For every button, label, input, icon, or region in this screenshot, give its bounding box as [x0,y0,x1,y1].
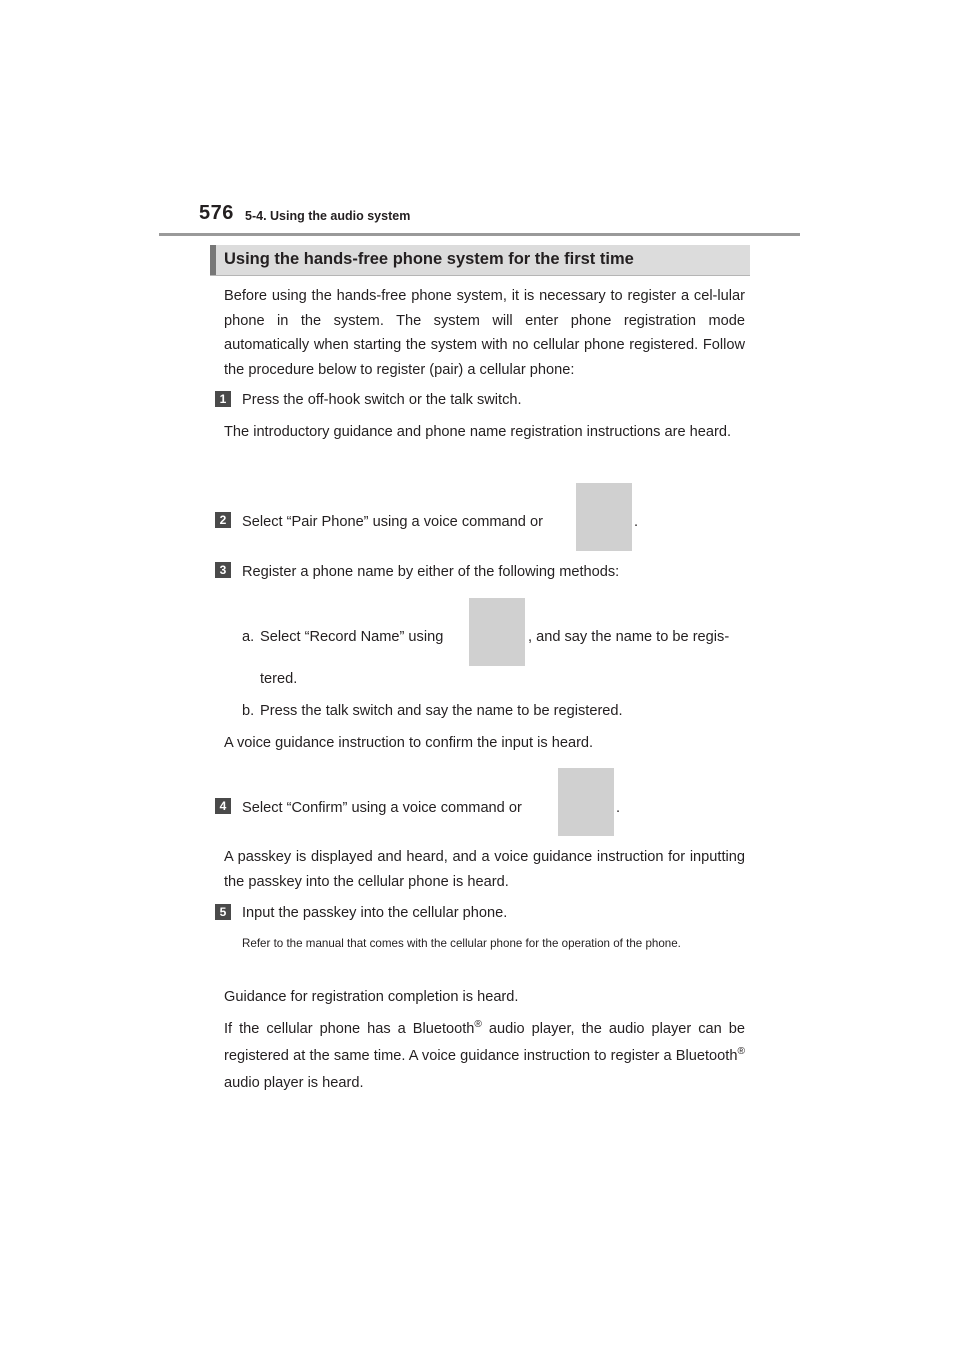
header-divider [159,233,800,236]
step-4-text: Select “Confirm” using a voice command or [242,800,522,816]
step-5-note: Refer to the manual that comes with the cellular phone for the operation of the phone. [242,937,681,950]
step-5-text: Input the passkey into the cellular phone. [242,905,508,921]
step-2-badge: 2 [215,512,231,528]
section-bar-accent [210,245,216,275]
option-b-label: b. [242,703,255,719]
header-section-title: 5-4. Using the audio system [245,209,411,223]
pair-phone-screen-image [576,483,632,551]
intro-paragraph: Before using the hands-free phone system, it is necessary to register a cel-lular phone in the system. The system will enter phone registration mode automatically when starting the system with no cellular phone registered. Follow the procedure below to register (pair) a cellular phone: [224,288,745,378]
step-2-text: Select “Pair Phone” using a voice command or [242,514,543,530]
bluetooth-text-part-2: audio player, the audio player can be registered at the same time. A voice guidance instruction to register a Bluetooth [224,1021,745,1064]
option-b-text: Press the talk switch and say the name to be registered. [260,703,623,719]
step-4-badge: 4 [215,798,231,814]
step-5-badge: 5 [215,904,231,920]
bluetooth-text-part-1: If the cellular phone has a Bluetooth [224,1021,475,1037]
section-title-bar [210,245,750,276]
step-1-text: Press the off-hook switch or the talk switch. [242,392,522,408]
step-3-badge: 3 [215,562,231,578]
registered-mark: ® [474,1019,482,1031]
step-4-result: A passkey is displayed and heard, and a voice guidance instruction for inputting the passkey into the cellular phone is heard. [224,849,745,890]
confirm-screen-image [558,768,614,836]
option-a-text: Select “Record Name” using [260,629,444,645]
step-5-result: Guidance for registration completion is heard. [224,989,519,1005]
registered-mark: ® [737,1046,745,1058]
step-1-result: The introductory guidance and phone name registration instructions are heard. [224,424,732,440]
step-4-text-end: . [616,800,621,816]
bluetooth-text-part-3: audio player is heard. [224,1075,364,1091]
step-1-badge: 1 [215,391,231,407]
page-number: 576 [199,202,234,224]
step-3-result: A voice guidance instruction to confirm the input is heard. [224,735,594,751]
option-a-label: a. [242,629,255,645]
option-a-text-end: , and say the name to be regis- [528,629,730,645]
step-3-text: Register a phone name by either of the following methods: [242,564,620,580]
step-2-text-end: . [634,514,639,530]
record-name-screen-image [469,598,525,666]
option-a-continuation: tered. [260,671,298,687]
bluetooth-paragraph [224,1016,745,1097]
section-title: Using the hands-free phone system for the first time [224,250,634,268]
